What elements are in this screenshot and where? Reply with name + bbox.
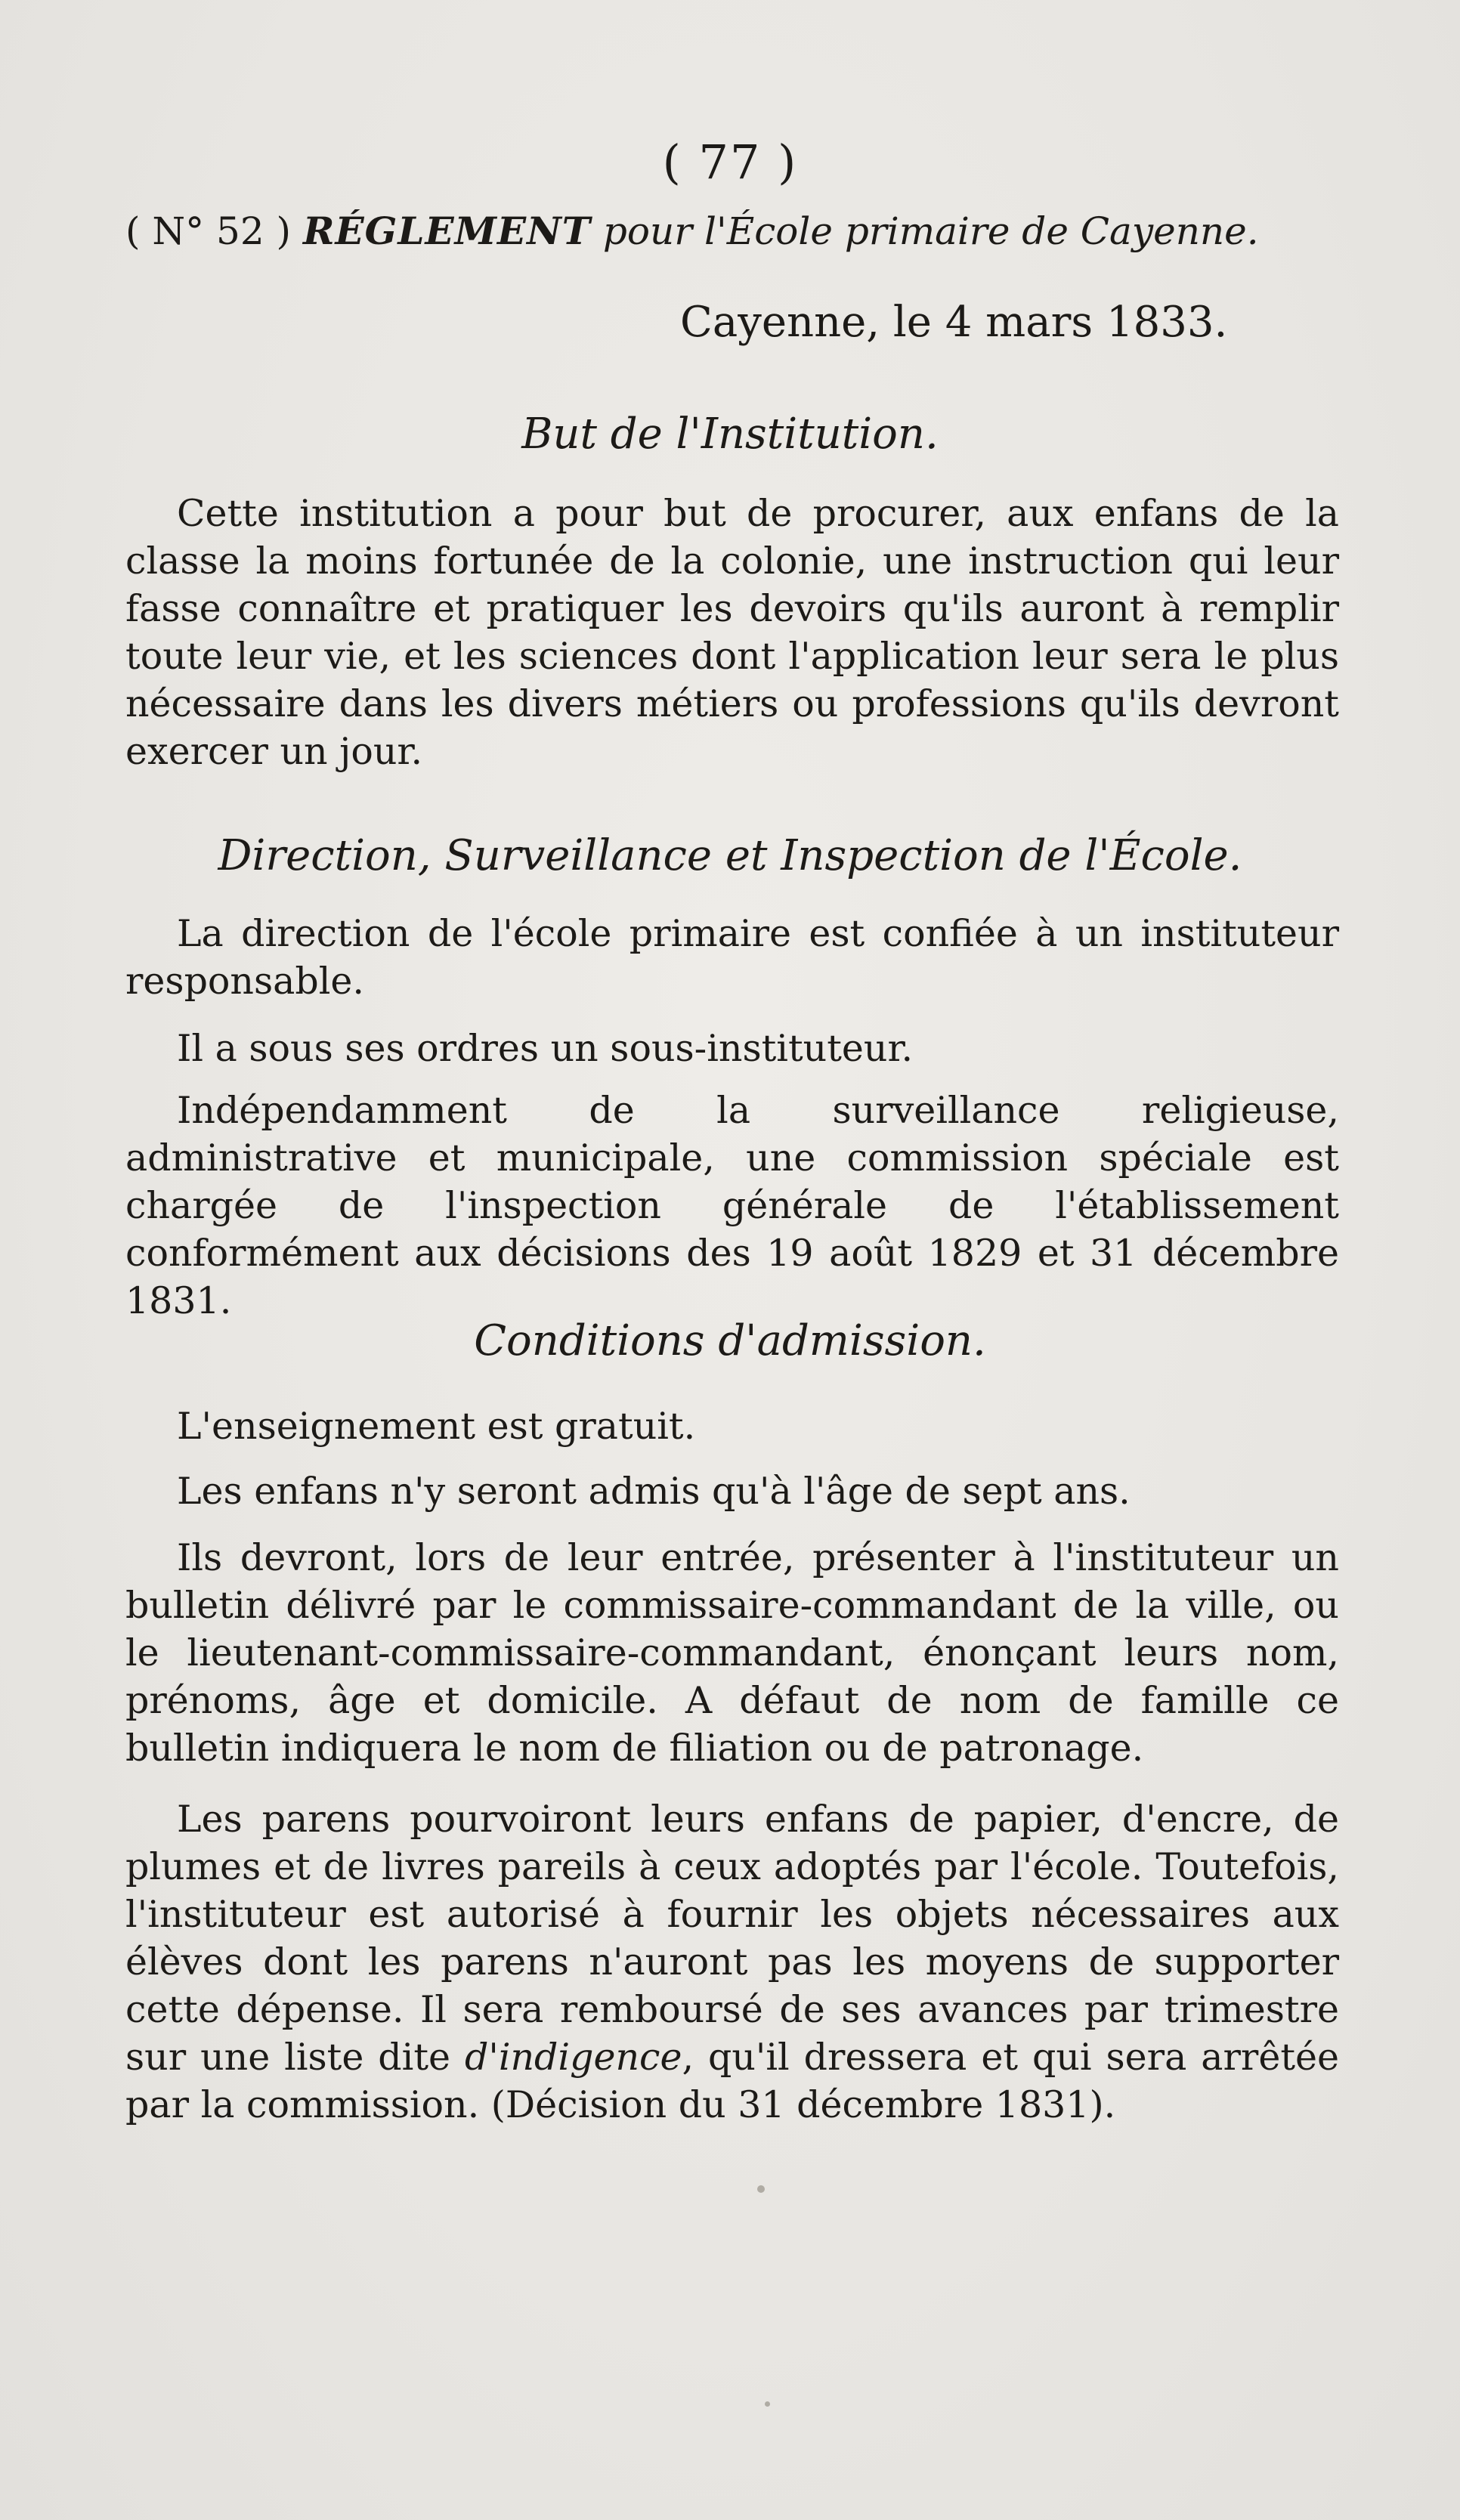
document-heading	[125, 209, 1350, 253]
paragraph: L'enseignement est gratuit.	[177, 1405, 696, 1448]
paragraph-text: Les parens pourvoiront leurs enfans de papier, d'encre, de plumes et de livres pareils à ceux adoptés par l'école. Toutefois, l'instituteur est autorisé à fournir les objets nécessaires aux élèves dont les parens n'auront pas les moyens de supporter cette dépense. Il sera remboursé de ses avances par trimestre sur une liste dite	[125, 1798, 1339, 2079]
section-title-conditions: Conditions d'admission.	[474, 1316, 986, 1365]
paragraph-with-italic	[125, 1795, 1339, 2129]
paragraph: Ils devront, lors de leur entrée, présenter à l'instituteur un bulletin délivré par le commissaire-commandant de la ville, ou le lieutenant-commissaire-commandant, énonçant leurs nom, prénoms, âge et domicile. A défaut de nom de famille ce bulletin indiquera le nom de filiation ou de patronage.	[125, 1536, 1339, 1770]
page-number: ( 77 )	[662, 135, 798, 190]
document-title-main: RÉGLEMENT	[302, 209, 591, 253]
document-number: ( N° 52 )	[125, 209, 292, 253]
paragraph: Indépendamment de la surveillance religieuse, administrative et municipale, une commission spéciale est chargée de l'inspection générale de l'établissement conformément aux décisions des 19 août 1829 et 31 décembre 1831.	[125, 1089, 1339, 1322]
section-title-but: But de l'Institution.	[521, 410, 939, 459]
paragraph: Cette institution a pour but de procurer, aux enfans de la classe la moins fortunée de la colonie, une instruction qui leur fasse connaître et pratiquer les devoirs qu'ils auront à remplir toute leur vie, et les sciences dont l'application leur sera le plus nécessaire dans les divers métiers ou professions qu'ils devront exercer un jour.	[125, 492, 1339, 773]
paragraph: La direction de l'école primaire est confiée à un instituteur responsable.	[125, 912, 1339, 1003]
italic-term: d'indigence	[464, 2036, 682, 2079]
document-title-rest: pour l'École primaire de Cayenne.	[602, 209, 1259, 253]
paragraph: Les enfans n'y seront admis qu'à l'âge de sept ans.	[177, 1470, 1131, 1513]
dateline: Cayenne, le 4 mars 1833.	[680, 298, 1228, 347]
paper-speck	[765, 2401, 770, 2407]
paragraph: Il a sous ses ordres un sous-instituteur.	[177, 1027, 914, 1070]
section-title-direction: Direction, Surveillance et Inspection de l'École.	[218, 831, 1242, 880]
paper-speck	[757, 2185, 765, 2193]
paragraph-text: , qu'il dressera et qui sera arrêtée par la commission. (Décision du 31 décembre 1831).	[125, 2036, 1340, 2126]
